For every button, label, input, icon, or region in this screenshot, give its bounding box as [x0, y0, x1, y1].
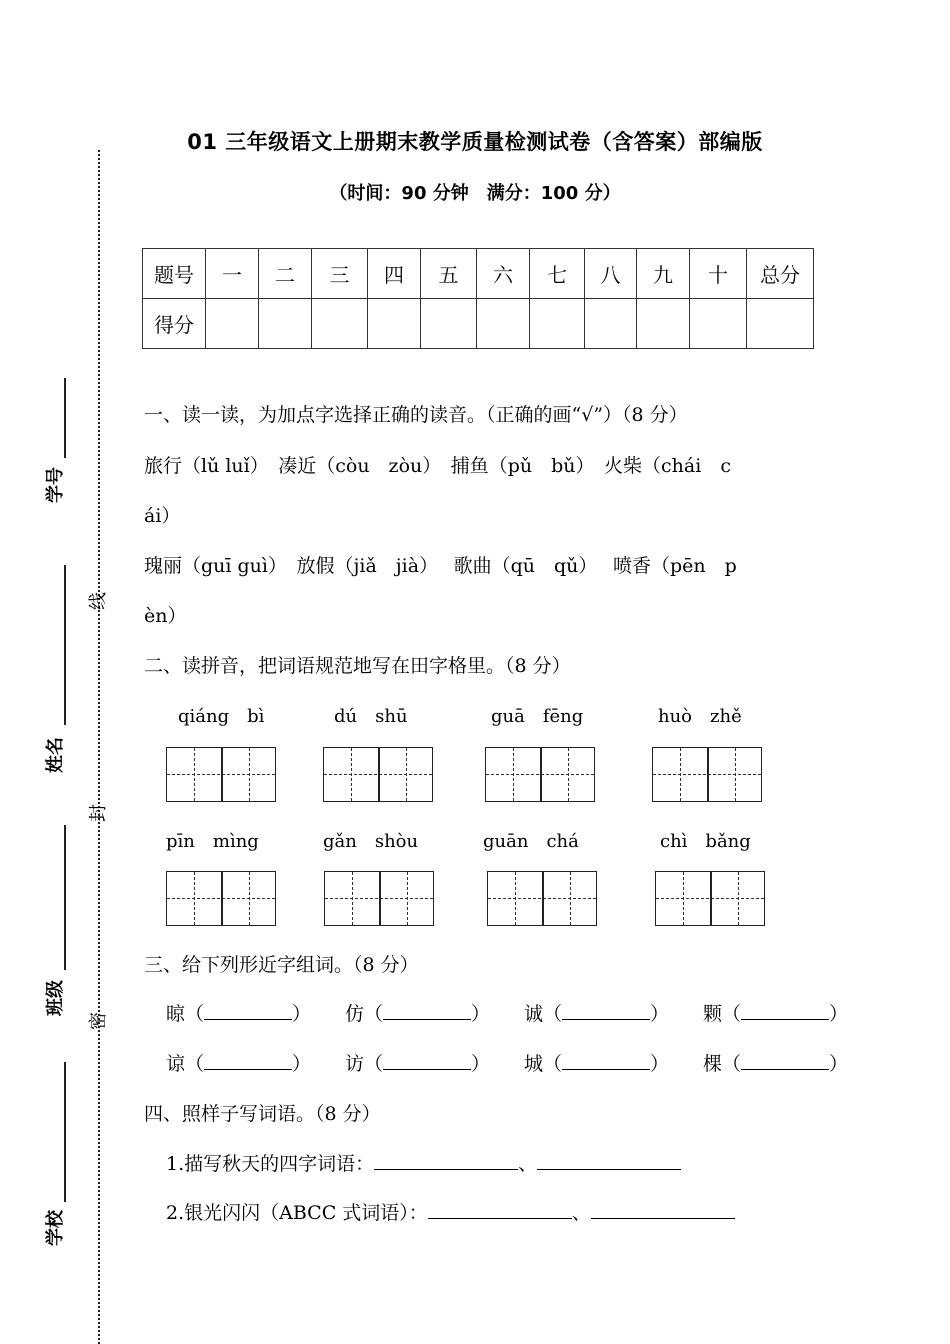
- score-table-header-row: [143, 249, 814, 299]
- binding-dotted-line: [98, 150, 100, 1344]
- char-prompt: 访（: [345, 1053, 384, 1075]
- answer-blank[interactable]: [383, 1001, 471, 1020]
- pinyin-label: chì bǎng: [660, 831, 751, 852]
- school-label: 学校: [45, 1210, 66, 1246]
- score-input-cell[interactable]: [637, 299, 690, 349]
- char-prompt: 颗（: [703, 1003, 742, 1025]
- separator: 、: [571, 1202, 591, 1224]
- table-cell: 总分: [747, 249, 814, 299]
- section1-heading: 一、读一读，为加点字选择正确的读音。（正确的画“√”）（8 分）: [144, 404, 688, 426]
- table-cell: 十: [690, 249, 747, 299]
- item-label: 1.描写秋天的四字词语：: [166, 1153, 375, 1175]
- table-cell: 九: [637, 249, 690, 299]
- close-paren: ）: [292, 1003, 312, 1025]
- seal-char-secret: 密: [88, 1012, 109, 1030]
- class-label: 班级: [45, 980, 66, 1016]
- close-paren: ）: [650, 1053, 670, 1075]
- name-line[interactable]: [64, 565, 66, 725]
- answer-blank[interactable]: [383, 1051, 471, 1070]
- table-cell: 一: [206, 249, 259, 299]
- table-cell: 五: [421, 249, 477, 299]
- answer-blank[interactable]: [204, 1001, 292, 1020]
- tianzige-grid[interactable]: [323, 747, 433, 802]
- table-cell: 三: [312, 249, 368, 299]
- score-table: [142, 248, 814, 349]
- pinyin-label: guān chá: [483, 831, 579, 852]
- table-cell: 得分: [143, 299, 206, 349]
- word-group-item: [166, 1049, 311, 1076]
- score-input-cell[interactable]: [368, 299, 421, 349]
- section1-line1[interactable]: 旅行（lǔ luǐ） 凑近（còu zòu） 捕鱼（pǔ bǔ） 火柴（chái c: [144, 455, 731, 477]
- word-group-item: [703, 1049, 848, 1076]
- answer-blank[interactable]: [562, 1001, 650, 1020]
- answer-blank[interactable]: [537, 1151, 681, 1170]
- table-cell: 题号: [143, 249, 206, 299]
- seal-char-seal: 封: [88, 804, 109, 822]
- class-line[interactable]: [64, 825, 66, 970]
- char-prompt: 城（: [524, 1053, 563, 1075]
- answer-blank[interactable]: [562, 1051, 650, 1070]
- table-cell: 四: [368, 249, 421, 299]
- student-id-line[interactable]: [64, 378, 66, 458]
- score-input-cell[interactable]: [530, 299, 585, 349]
- answer-blank[interactable]: [428, 1200, 572, 1219]
- tianzige-grid[interactable]: [652, 747, 762, 802]
- close-paren: ）: [650, 1003, 670, 1025]
- answer-blank[interactable]: [591, 1200, 735, 1219]
- section2-heading: 二、读拼音，把词语规范地写在田字格里。（8 分）: [144, 655, 571, 677]
- seal-char-line: 线: [88, 592, 109, 610]
- tianzige-grid[interactable]: [487, 871, 597, 926]
- pinyin-label: dú shū: [334, 706, 408, 727]
- pinyin-label: gǎn shòu: [323, 831, 419, 852]
- word-group-item: [345, 1049, 490, 1076]
- word-group-item: [524, 1049, 669, 1076]
- section1-line2[interactable]: 瑰丽（guī guì） 放假（jiǎ jià） 歌曲（qū qǔ） 喷香（pēn p: [144, 555, 737, 577]
- section1-line1-cont[interactable]: ái）: [144, 505, 181, 527]
- close-paren: ）: [292, 1053, 312, 1075]
- score-input-cell[interactable]: [421, 299, 477, 349]
- tianzige-grid[interactable]: [655, 871, 765, 926]
- score-input-cell[interactable]: [477, 299, 530, 349]
- pinyin-label: qiáng bì: [178, 706, 265, 727]
- close-paren: ）: [829, 1053, 849, 1075]
- word-group-item: [345, 999, 490, 1026]
- word-group-item: [524, 999, 669, 1026]
- char-prompt: 谅（: [166, 1053, 205, 1075]
- table-cell: 六: [477, 249, 530, 299]
- section4-heading: 四、照样子写词语。（8 分）: [144, 1103, 381, 1125]
- char-prompt: 棵（: [703, 1053, 742, 1075]
- score-input-cell[interactable]: [312, 299, 368, 349]
- item-label: 2.银光闪闪（ABCC 式词语）：: [166, 1202, 428, 1224]
- score-input-cell[interactable]: [259, 299, 312, 349]
- name-label: 姓名: [45, 737, 66, 773]
- score-input-cell[interactable]: [206, 299, 259, 349]
- table-cell: 七: [530, 249, 585, 299]
- exam-title: 01 三年级语文上册期末教学质量检测试卷（含答案）部编版: [187, 130, 763, 154]
- score-input-cell[interactable]: [690, 299, 747, 349]
- table-cell: 二: [259, 249, 312, 299]
- tianzige-grid[interactable]: [166, 871, 276, 926]
- answer-blank[interactable]: [741, 1001, 829, 1020]
- char-prompt: 仿（: [345, 1003, 384, 1025]
- word-group-item: [166, 999, 311, 1026]
- exam-subtitle: （时间：90 分钟 满分：100 分）: [329, 183, 621, 204]
- char-prompt: 诚（: [524, 1003, 563, 1025]
- score-input-cell[interactable]: [585, 299, 637, 349]
- score-input-cell[interactable]: [747, 299, 814, 349]
- close-paren: ）: [471, 1053, 491, 1075]
- score-table-score-row: [143, 299, 814, 349]
- tianzige-grid[interactable]: [324, 871, 434, 926]
- pinyin-label: huò zhě: [658, 706, 742, 727]
- section4-item2: [166, 1198, 735, 1225]
- char-prompt: 晾（: [166, 1003, 205, 1025]
- school-line[interactable]: [64, 1062, 66, 1202]
- answer-blank[interactable]: [204, 1051, 292, 1070]
- word-group-item: [703, 999, 848, 1026]
- pinyin-label: guā fēng: [491, 706, 584, 727]
- student-id-label: 学号: [45, 467, 66, 503]
- section4-item1: [166, 1149, 681, 1176]
- tianzige-grid[interactable]: [485, 747, 595, 802]
- section1-line2-cont[interactable]: èn）: [144, 605, 187, 627]
- close-paren: ）: [471, 1003, 491, 1025]
- table-cell: 八: [585, 249, 637, 299]
- section3-heading: 三、给下列形近字组词。（8 分）: [144, 954, 419, 976]
- close-paren: ）: [829, 1003, 849, 1025]
- answer-blank[interactable]: [741, 1051, 829, 1070]
- pinyin-label: pīn mìng: [166, 831, 259, 852]
- answer-blank[interactable]: [374, 1151, 518, 1170]
- tianzige-grid[interactable]: [166, 747, 276, 802]
- separator: 、: [518, 1153, 538, 1175]
